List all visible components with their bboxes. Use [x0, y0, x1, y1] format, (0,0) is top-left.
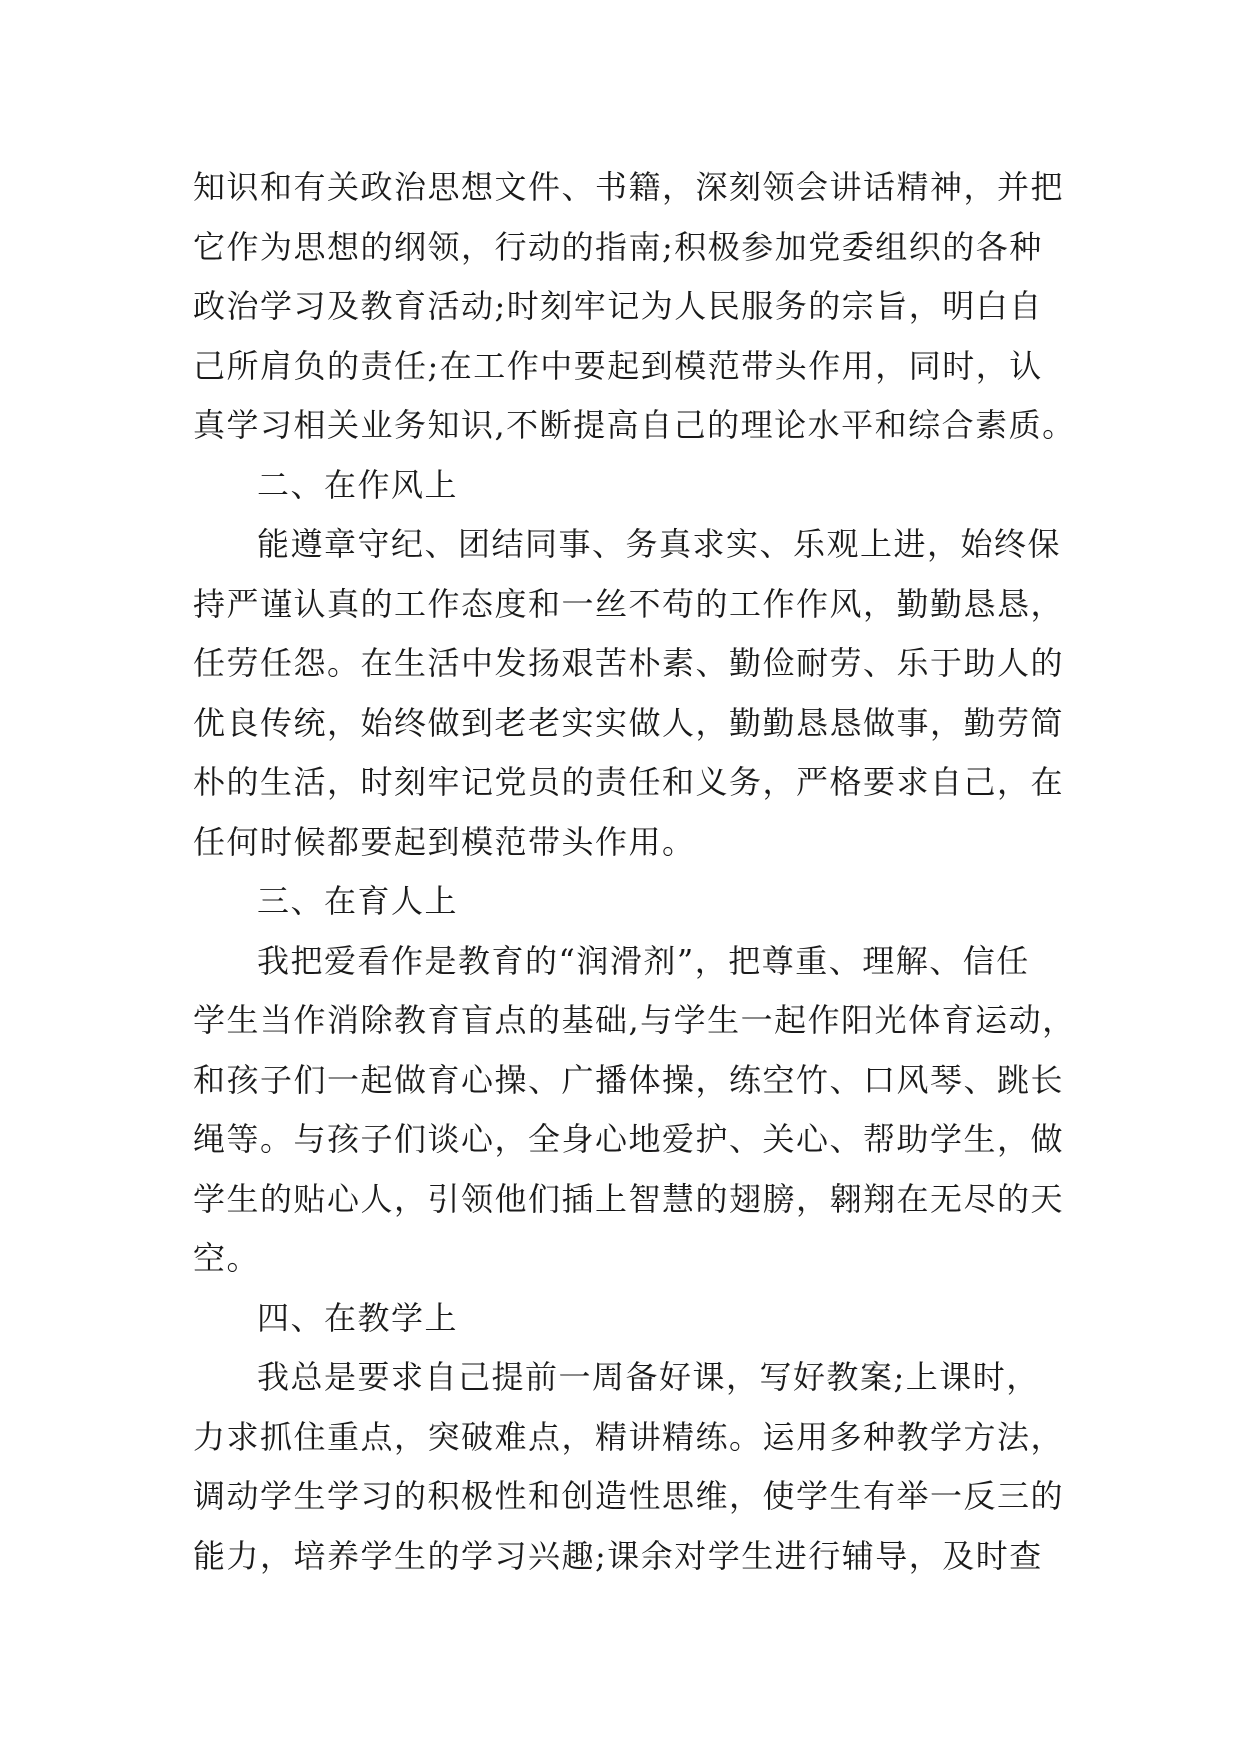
- text-line: 学生当作消除教育盲点的基础,与学生一起作阳光体育运动，: [193, 1001, 1076, 1039]
- body-text: [193, 158, 1076, 1586]
- text-line: 朴的生活，时刻牢记党员的责任和义务，严格要求自己，在: [193, 763, 1065, 801]
- text-line: 持严谨认真的工作态度和一丝不苟的工作作风，勤勤恳恳，: [193, 584, 1065, 623]
- text-line: 绳等。与孩子们谈心，全身心地爱护、关心、帮助学生，做: [193, 1120, 1065, 1158]
- text-line: 力求抓住重点，突破难点，精讲精练。运用多种教学方法，: [193, 1417, 1065, 1456]
- text-line: 我总是要求自己提前一周备好课，写好教案;上课时，: [257, 1358, 1040, 1396]
- section-heading: 三、在育人上: [257, 882, 459, 920]
- text-line: 我把爱看作是教育的“润滑剂”，把尊重、理解、信任: [257, 941, 1030, 980]
- text-line: 它作为思想的纲领，行动的指南;积极参加党委组织的各种: [193, 227, 1043, 266]
- text-line: 和孩子们一起做育心操、广播体操，练空竹、口风琴、跳长: [193, 1060, 1065, 1099]
- text-line: 真学习相关业务知识,不断提高自己的理论水平和综合素质。: [193, 406, 1076, 444]
- text-line: 己所肩负的责任;在工作中要起到模范带头作用，同时，认: [193, 346, 1043, 385]
- text-line: 学生的贴心人，引领他们插上智慧的翅膀，翱翔在无尽的天: [193, 1179, 1065, 1218]
- text-line: 能遵章守纪、团结同事、务真求实、乐观上进，始终保: [257, 525, 1062, 563]
- text-line: 政治学习及教育活动;时刻牢记为人民服务的宗旨，明白自: [193, 287, 1043, 325]
- text-line: 能力，培养学生的学习兴趣;课余对学生进行辅导，及时查: [193, 1536, 1043, 1575]
- text-line: 任劳任怨。在生活中发扬艰苦朴素、勤俭耐劳、乐于助人的: [193, 644, 1065, 682]
- section-heading: 二、在作风上: [257, 465, 459, 504]
- text-line: 知识和有关政治思想文件、书籍，深刻领会讲话精神，并把: [193, 168, 1065, 206]
- text-line: 任何时候都要起到模范带头作用。: [193, 822, 696, 861]
- text-line: 调动学生学习的积极性和创造性思维，使学生有举一反三的: [193, 1477, 1065, 1515]
- text-line: 优良传统，始终做到老老实实做人，勤勤恳恳做事，勤劳简: [193, 703, 1065, 742]
- text-line: 空。: [193, 1239, 261, 1277]
- section-heading: 四、在教学上: [257, 1298, 459, 1337]
